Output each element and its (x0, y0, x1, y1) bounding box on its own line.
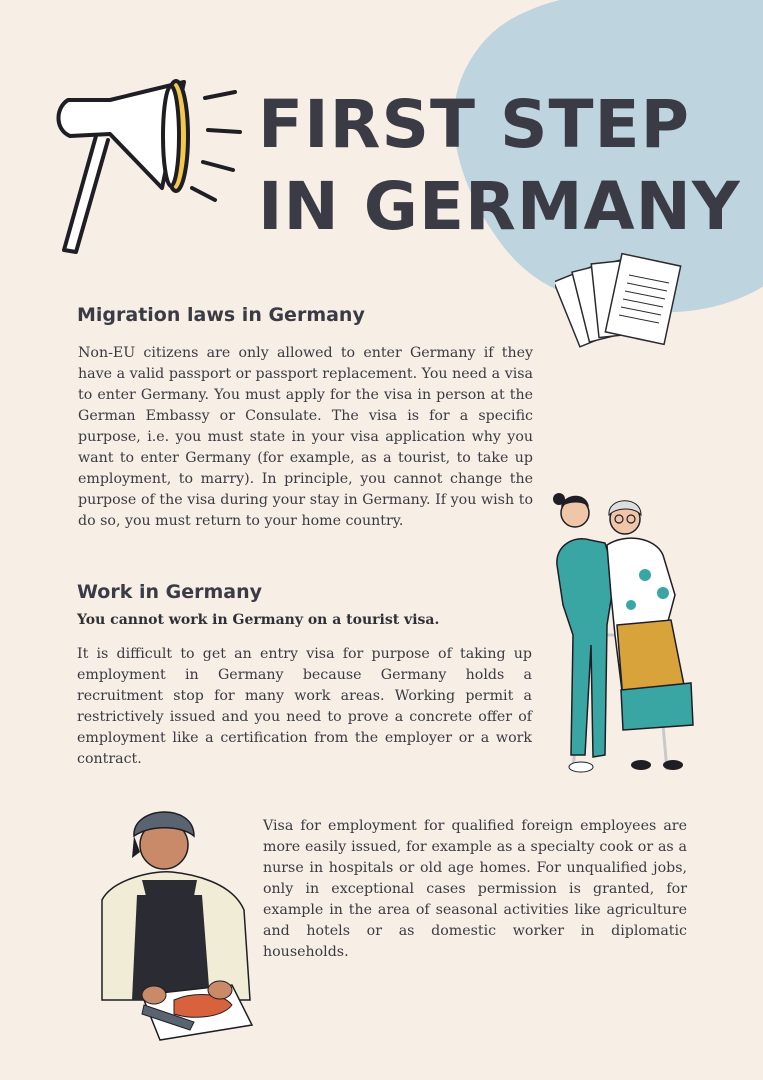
chef-illustration (82, 800, 262, 1045)
work-body: It is difficult to get an entry visa for purpose of taking up employment in Germany because Germany holds a recruitment stop for many work areas. Working permit a restrictively issued and you need to prove a concrete offer of employment like a certification from the employer or a work contract. (77, 646, 532, 767)
work-subheading: You cannot work in Germany on a tourist visa. (77, 612, 440, 628)
qualified-body: Visa for employment for qualified foreign employees are more easily issued, for example as a specialty cook or as a nurse in hospitals or old age homes. For unqualified jobs, only in exceptional cases permission is granted, for example in the area of seasonal activities like agriculture and hotels or as domestic worker in diplomatic households. (263, 818, 687, 960)
page-title: FIRST STEP IN GERMANY (258, 86, 741, 245)
work-heading: Work in Germany (77, 581, 262, 603)
megaphone-icon (50, 70, 250, 260)
documents-icon (555, 245, 695, 360)
migration-body: Non-EU citizens are only allowed to enter Germany if they have a valid passport or passport replacement. You need a visa to enter Germany. You must apply for the visa in person at the German Embassy or Consulate. The visa is for a specific purpose, i.e. you must state in your visa application why you want to enter Germany (for example, as a tourist, to take up employment, to marry). In principle, you cannot change the purpose of the visa during your stay in Germany. If you wish to do so, you must return to your home country. (78, 345, 533, 529)
migration-heading: Migration laws in Germany (77, 304, 365, 326)
nurse-elderly-illustration (545, 485, 700, 780)
